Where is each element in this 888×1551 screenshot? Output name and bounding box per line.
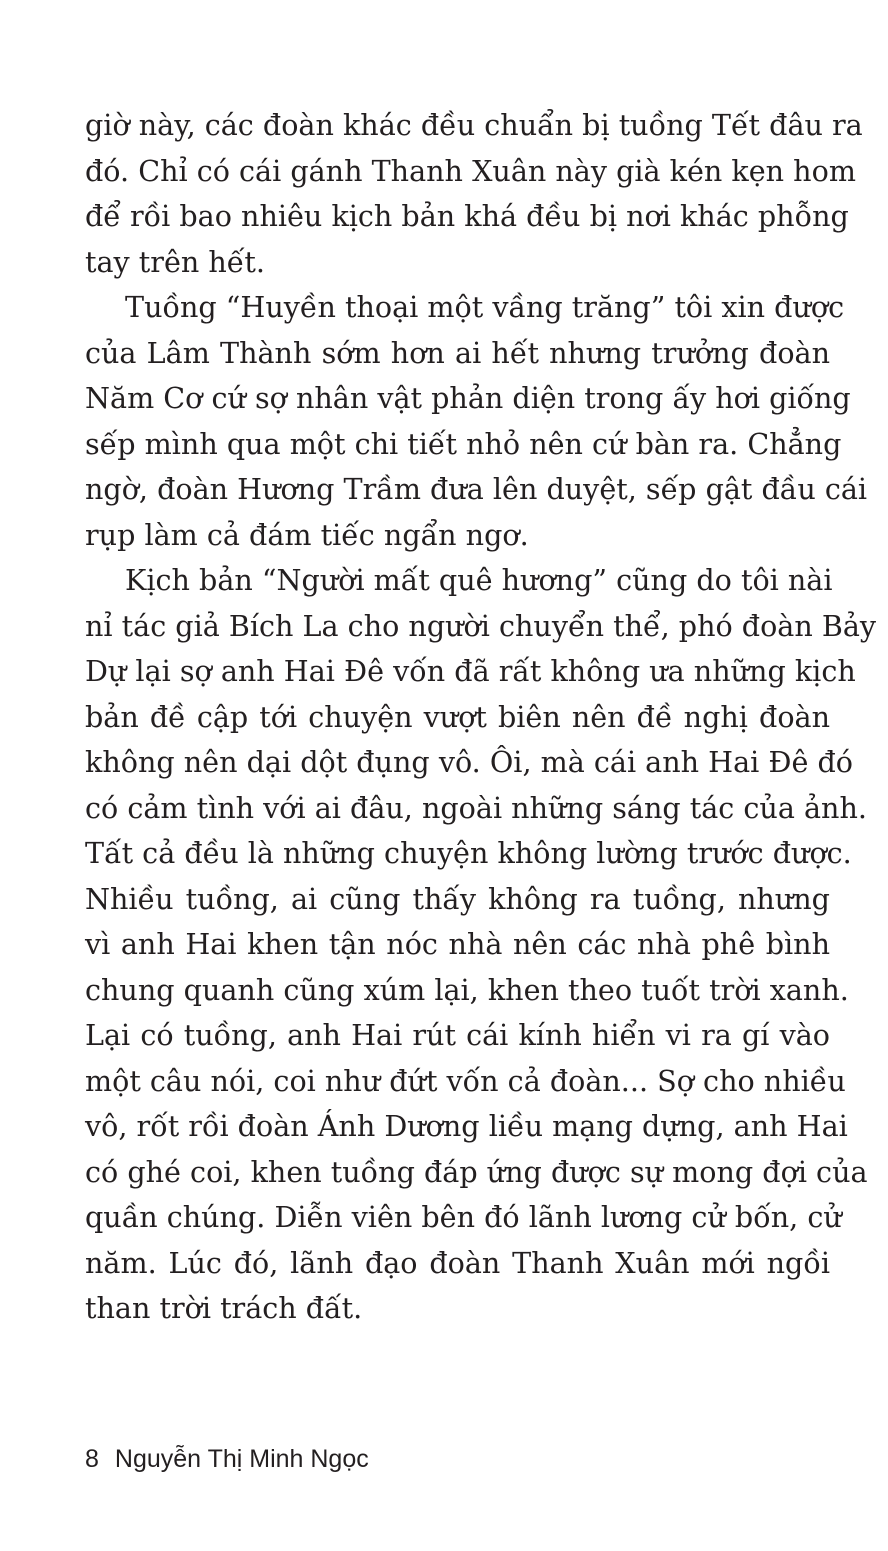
text-line: một câu nói, coi như đứt vốn cả đoàn... Sợ cho nhiều [85, 1063, 846, 1098]
text-line: giờ này, các đoàn khác đều chuẩn bị tuồng Tết đâu ra [85, 108, 863, 142]
page-footer [85, 1445, 369, 1474]
text-line: đó. Chỉ có cái gánh Thanh Xuân này già kén kẹn hom [85, 153, 856, 188]
text-line: tay trên hết. [85, 244, 265, 279]
text-line: Năm Cơ cứ sợ nhân vật phản diện trong ấy hơi giống [85, 381, 851, 415]
author-name: Nguyễn Thị Minh Ngọc [114, 1445, 369, 1473]
page-number: 8 [85, 1445, 99, 1473]
text-line: có cảm tình với ai đâu, ngoài những sáng tác của ảnh. [85, 790, 867, 825]
text-line: than trời trách đất. [85, 1291, 363, 1325]
text-line: Nhiều tuồng, ai cũng thấy không ra tuồng, nhưng [85, 881, 830, 916]
text-line: năm. Lúc đó, lãnh đạo đoàn Thanh Xuân mới ngồi [85, 1245, 830, 1280]
text-line: bản đề cập tới chuyện vượt biên nên đề nghị đoàn [85, 699, 830, 734]
text-line: có ghé coi, khen tuồng đáp ứng được sự mong đợi của [85, 1154, 868, 1189]
text-line: của Lâm Thành sớm hơn ai hết nhưng trưởng đoàn [85, 335, 830, 370]
paragraph-first-line: Tuồng “Huyền thoại một vầng trăng” tôi xin được [125, 290, 845, 324]
paragraph-first-line: Kịch bản “Người mất quê hương” cũng do tôi nài [125, 563, 833, 597]
text-line: ngờ, đoàn Hương Trầm đưa lên duyệt, sếp gật đầu cái [85, 472, 868, 506]
text-line: chung quanh cũng xúm lại, khen theo tuốt trời xanh. [85, 972, 849, 1007]
text-line: quần chúng. Diễn viên bên đó lãnh lương cử bốn, cử [85, 1200, 842, 1234]
text-line: sếp mình qua một chi tiết nhỏ nên cứ bàn ra. Chẳng [85, 426, 842, 461]
text-line: vì anh Hai khen tận nóc nhà nên các nhà phê bình [85, 927, 830, 961]
text-line: rụp làm cả đám tiếc ngẩn ngơ. [85, 517, 529, 552]
text-line: để rồi bao nhiêu kịch bản khá đều bị nơi khác phỗng [85, 199, 849, 233]
text-line: Lại có tuồng, anh Hai rút cái kính hiển vi ra gí vào [85, 1018, 830, 1052]
text-line: nỉ tác giả Bích La cho người chuyển thể, phó đoàn Bảy [85, 608, 877, 643]
text-line: Tất cả đều là những chuyện không lường trước được. [85, 836, 852, 870]
body-text [85, 103, 877, 1332]
text-line: Dự lại sợ anh Hai Đê vốn đã rất không ưa những kịch [85, 654, 856, 688]
text-line: vô, rốt rồi đoàn Ánh Dương liều mạng dựng, anh Hai [85, 1109, 848, 1143]
text-line: không nên dại dột đụng vô. Ôi, mà cái anh Hai Đê đó [85, 745, 853, 779]
